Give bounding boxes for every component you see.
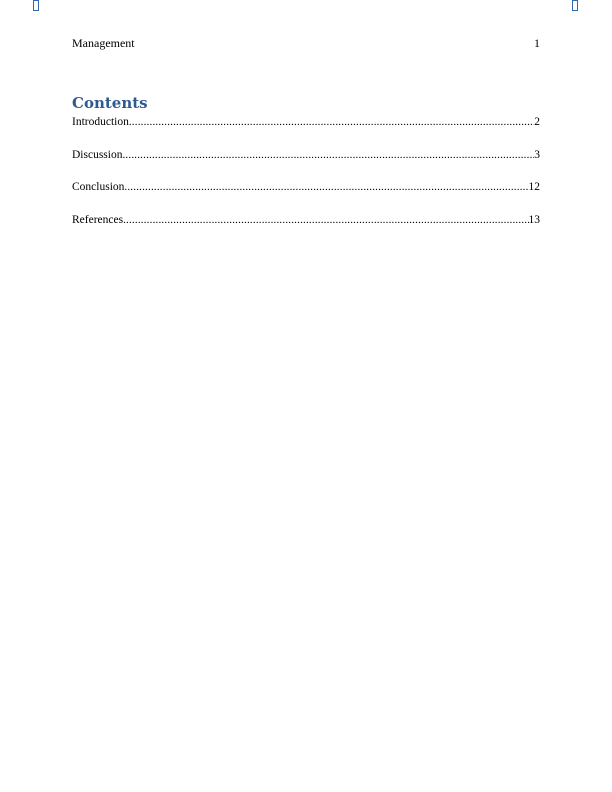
placeholder-glyph-icon	[572, 0, 578, 11]
toc-entry-references[interactable]	[72, 213, 540, 227]
toc-dot-leader	[129, 115, 534, 129]
toc-entry-page: 13	[528, 213, 540, 226]
toc-entry-page: 2	[534, 116, 540, 128]
toc-dot-leader	[124, 180, 528, 194]
header-page-number: 1	[534, 36, 540, 50]
table-of-contents	[72, 115, 540, 245]
toc-entry-label: References	[72, 213, 124, 226]
toc-entry-label: Conclusion	[72, 181, 125, 193]
toc-entry-page: 3	[534, 148, 540, 161]
toc-entry-label: Introduction	[72, 116, 129, 128]
toc-entry-introduction[interactable]	[72, 115, 540, 129]
toc-dot-leader	[123, 213, 528, 227]
table-of-contents-heading: Contents	[72, 94, 148, 112]
toc-entry-label: Discussion	[72, 148, 123, 161]
running-header-title: Management	[72, 36, 135, 50]
toc-entry-discussion[interactable]	[72, 148, 540, 162]
toc-entry-conclusion[interactable]	[72, 180, 540, 194]
placeholder-glyph-icon	[33, 0, 39, 11]
toc-entry-page: 12	[528, 181, 540, 193]
toc-dot-leader	[122, 148, 534, 162]
